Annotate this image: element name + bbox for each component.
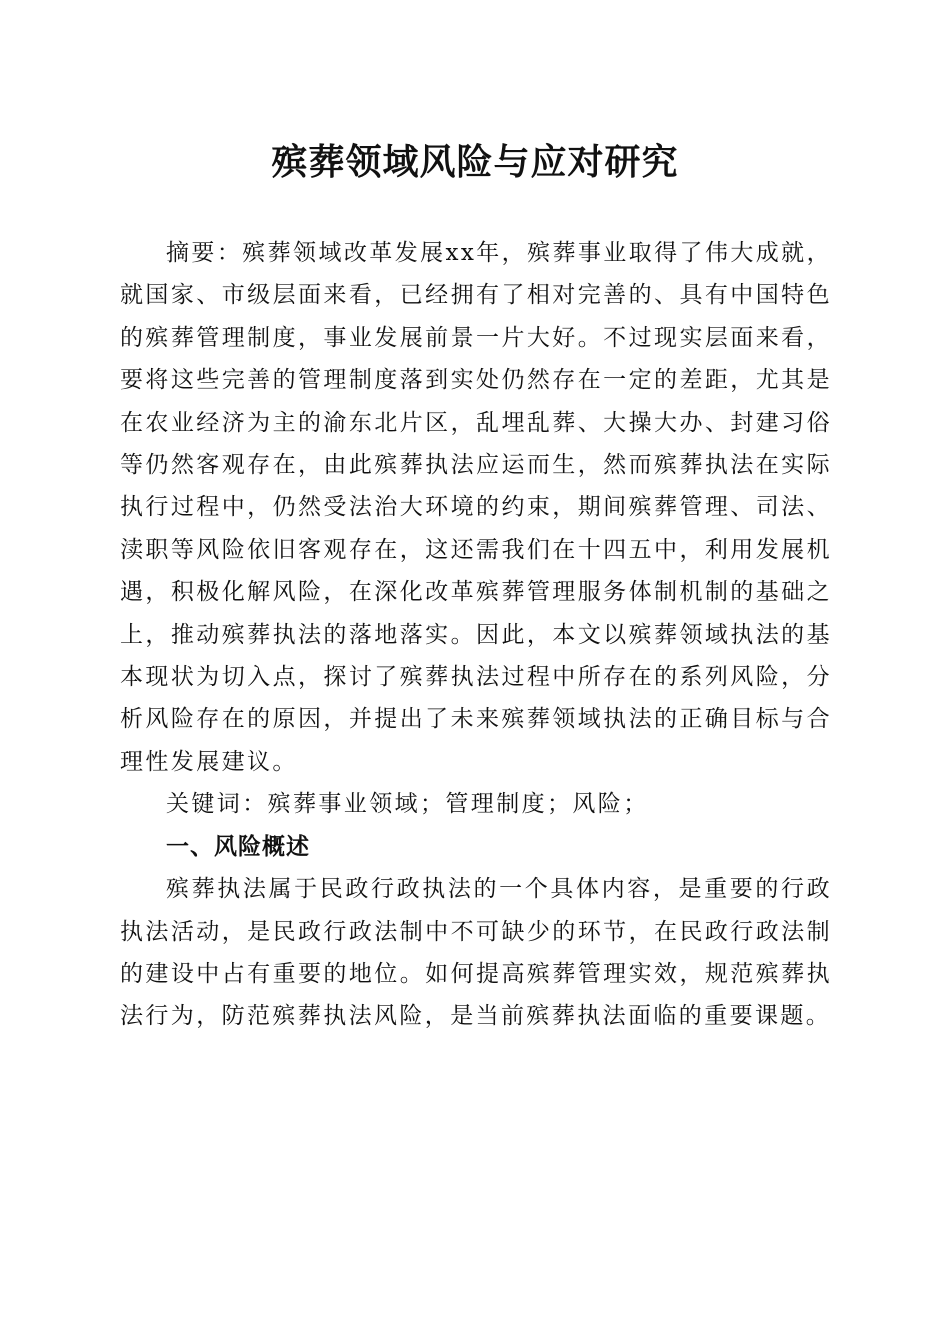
- section-paragraph: 殡葬执法属于民政行政执法的一个具体内容，是重要的行政执法活动，是民政行政法制中不可缺少的环节，在民政行政法制的建设中占有重要的地位。如何提高殡葬管理实效，规范殡葬执法行为，防范殡葬执法风险，是当前殡葬执法面临的重要课题。: [120, 876, 832, 1030]
- document-title: 殡葬领域风险与应对研究: [271, 141, 679, 183]
- abstract-paragraph: 摘要：殡葬领域改革发展xx年，殡葬事业取得了伟大成就，就国家、市级层面来看，已经拥有了相对完善的、具有中国特色的殡葬管理制度，事业发展前景一片大好。不过现实层面来看，要将这些完善的管理制度落到实处仍然存在一定的差距，尤其是在农业经济为主的渝东北片区，乱埋乱葬、大操大办、封建习俗等仍然客观存在，由此殡葬执法应运而生，然而殡葬执法在实际执行过程中，仍然受法治大环境的约束，期间殡葬管理、司法、渎职等风险依旧客观存在，这还需我们在十四五中，利用发展机遇，积极化解风险，在深化改革殡葬管理服务体制机制的基础之上，推动殡葬执法的落地落实。因此，本文以殡葬领域执法的基本现状为切入点，探讨了殡葬执法过程中所存在的系列风险，分析风险存在的原因，并提出了未来殡葬领域执法的正确目标与合理性发展建议。: [120, 240, 832, 775]
- keywords-paragraph: 关键词：殡葬事业领域；管理制度；风险；: [166, 791, 649, 818]
- document-body: [120, 232, 832, 1038]
- section-heading: 一、风险概述: [166, 833, 310, 860]
